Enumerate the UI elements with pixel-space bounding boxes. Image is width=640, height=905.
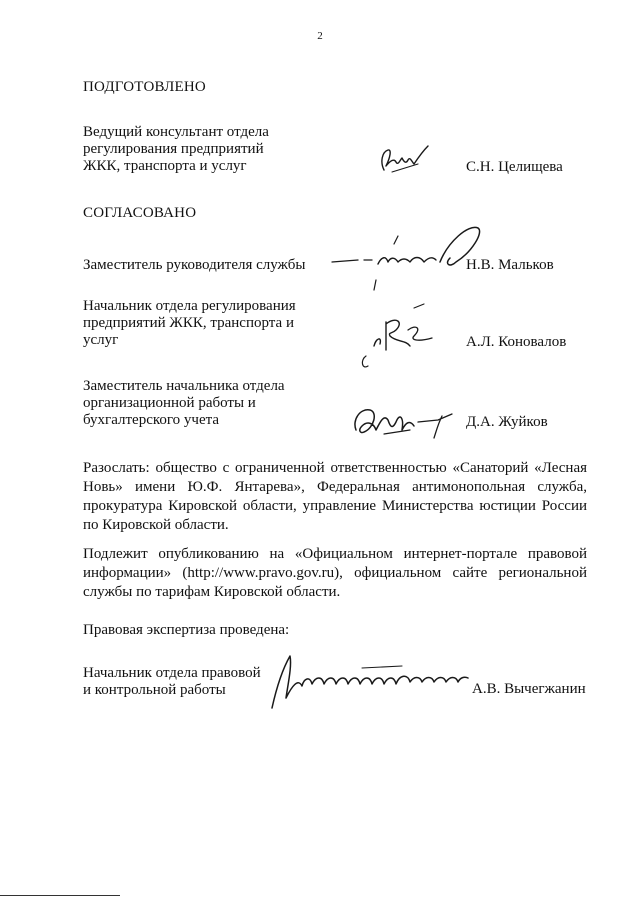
- distribution-line: по Кировской области.: [83, 517, 229, 533]
- signatory-role-line: Начальник отдела регулирования: [83, 298, 296, 314]
- legal-review-role-line: и контрольной работы: [83, 682, 226, 698]
- agreed-heading: СОГЛАСОВАНО: [83, 205, 197, 221]
- prepared-role-line: ЖКК, транспорта и услуг: [83, 158, 247, 174]
- signatory-role: [83, 257, 305, 274]
- footer-rule: [0, 895, 120, 896]
- page-number: 2: [317, 30, 323, 42]
- distribution-line: прокуратура Кировской области, управление Министерства юстиции России: [83, 498, 587, 514]
- signatory-role: [83, 298, 296, 349]
- signature-konovalov: [356, 302, 446, 374]
- prepared-role: [83, 124, 269, 175]
- legal-review-statement: Правовая экспертиза проведена:: [83, 622, 290, 638]
- signatory-role-line: бухгалтерского учета: [83, 412, 220, 428]
- signatory-name: Н.В. Мальков: [466, 257, 554, 273]
- distribution-paragraph: [83, 459, 587, 535]
- legal-review-role-line: Начальник отдела правовой: [83, 665, 261, 681]
- signature-zhuikov: [348, 400, 458, 444]
- publication-paragraph: [83, 545, 587, 602]
- signatory-role-line: предприятий ЖКК, транспорта и: [83, 315, 294, 331]
- prepared-name: С.Н. Целищева: [466, 159, 563, 175]
- legal-review-name: А.В. Вычегжанин: [472, 681, 586, 697]
- publication-line: Подлежит опубликованию на «Официальном интернет-портале правовой: [83, 546, 587, 562]
- legal-review-role: [83, 665, 261, 699]
- signatory-name: Д.А. Жуйков: [466, 414, 548, 430]
- signatory-name: А.Л. Коновалов: [466, 334, 567, 350]
- signature-tselishcheva: [378, 144, 434, 178]
- distribution-line: Разослать: общество с ограниченной ответственностью «Санаторий «Лесная: [83, 460, 587, 476]
- signatory-role: [83, 378, 285, 429]
- signature-malkov: [328, 222, 488, 292]
- signatory-role-line: услуг: [83, 332, 119, 348]
- publication-line: информации» (http://www.pravo.gov.ru), официальном сайте региональной: [83, 565, 587, 581]
- signatory-role-line: Заместитель руководителя службы: [83, 257, 306, 273]
- publication-line: службы по тарифам Кировской области.: [83, 584, 341, 600]
- prepared-role-line: Ведущий консультант отдела: [83, 124, 269, 140]
- signatory-role-line: организационной работы и: [83, 395, 256, 411]
- signature-vychegzhanin: [262, 650, 472, 712]
- distribution-line: Новь» имени Ю.Ф. Янтарева», Федеральная антимонопольная служба,: [83, 479, 587, 495]
- prepared-heading: ПОДГОТОВЛЕНО: [83, 79, 206, 95]
- prepared-role-line: регулирования предприятий: [83, 141, 264, 157]
- signatory-role-line: Заместитель начальника отдела: [83, 378, 285, 394]
